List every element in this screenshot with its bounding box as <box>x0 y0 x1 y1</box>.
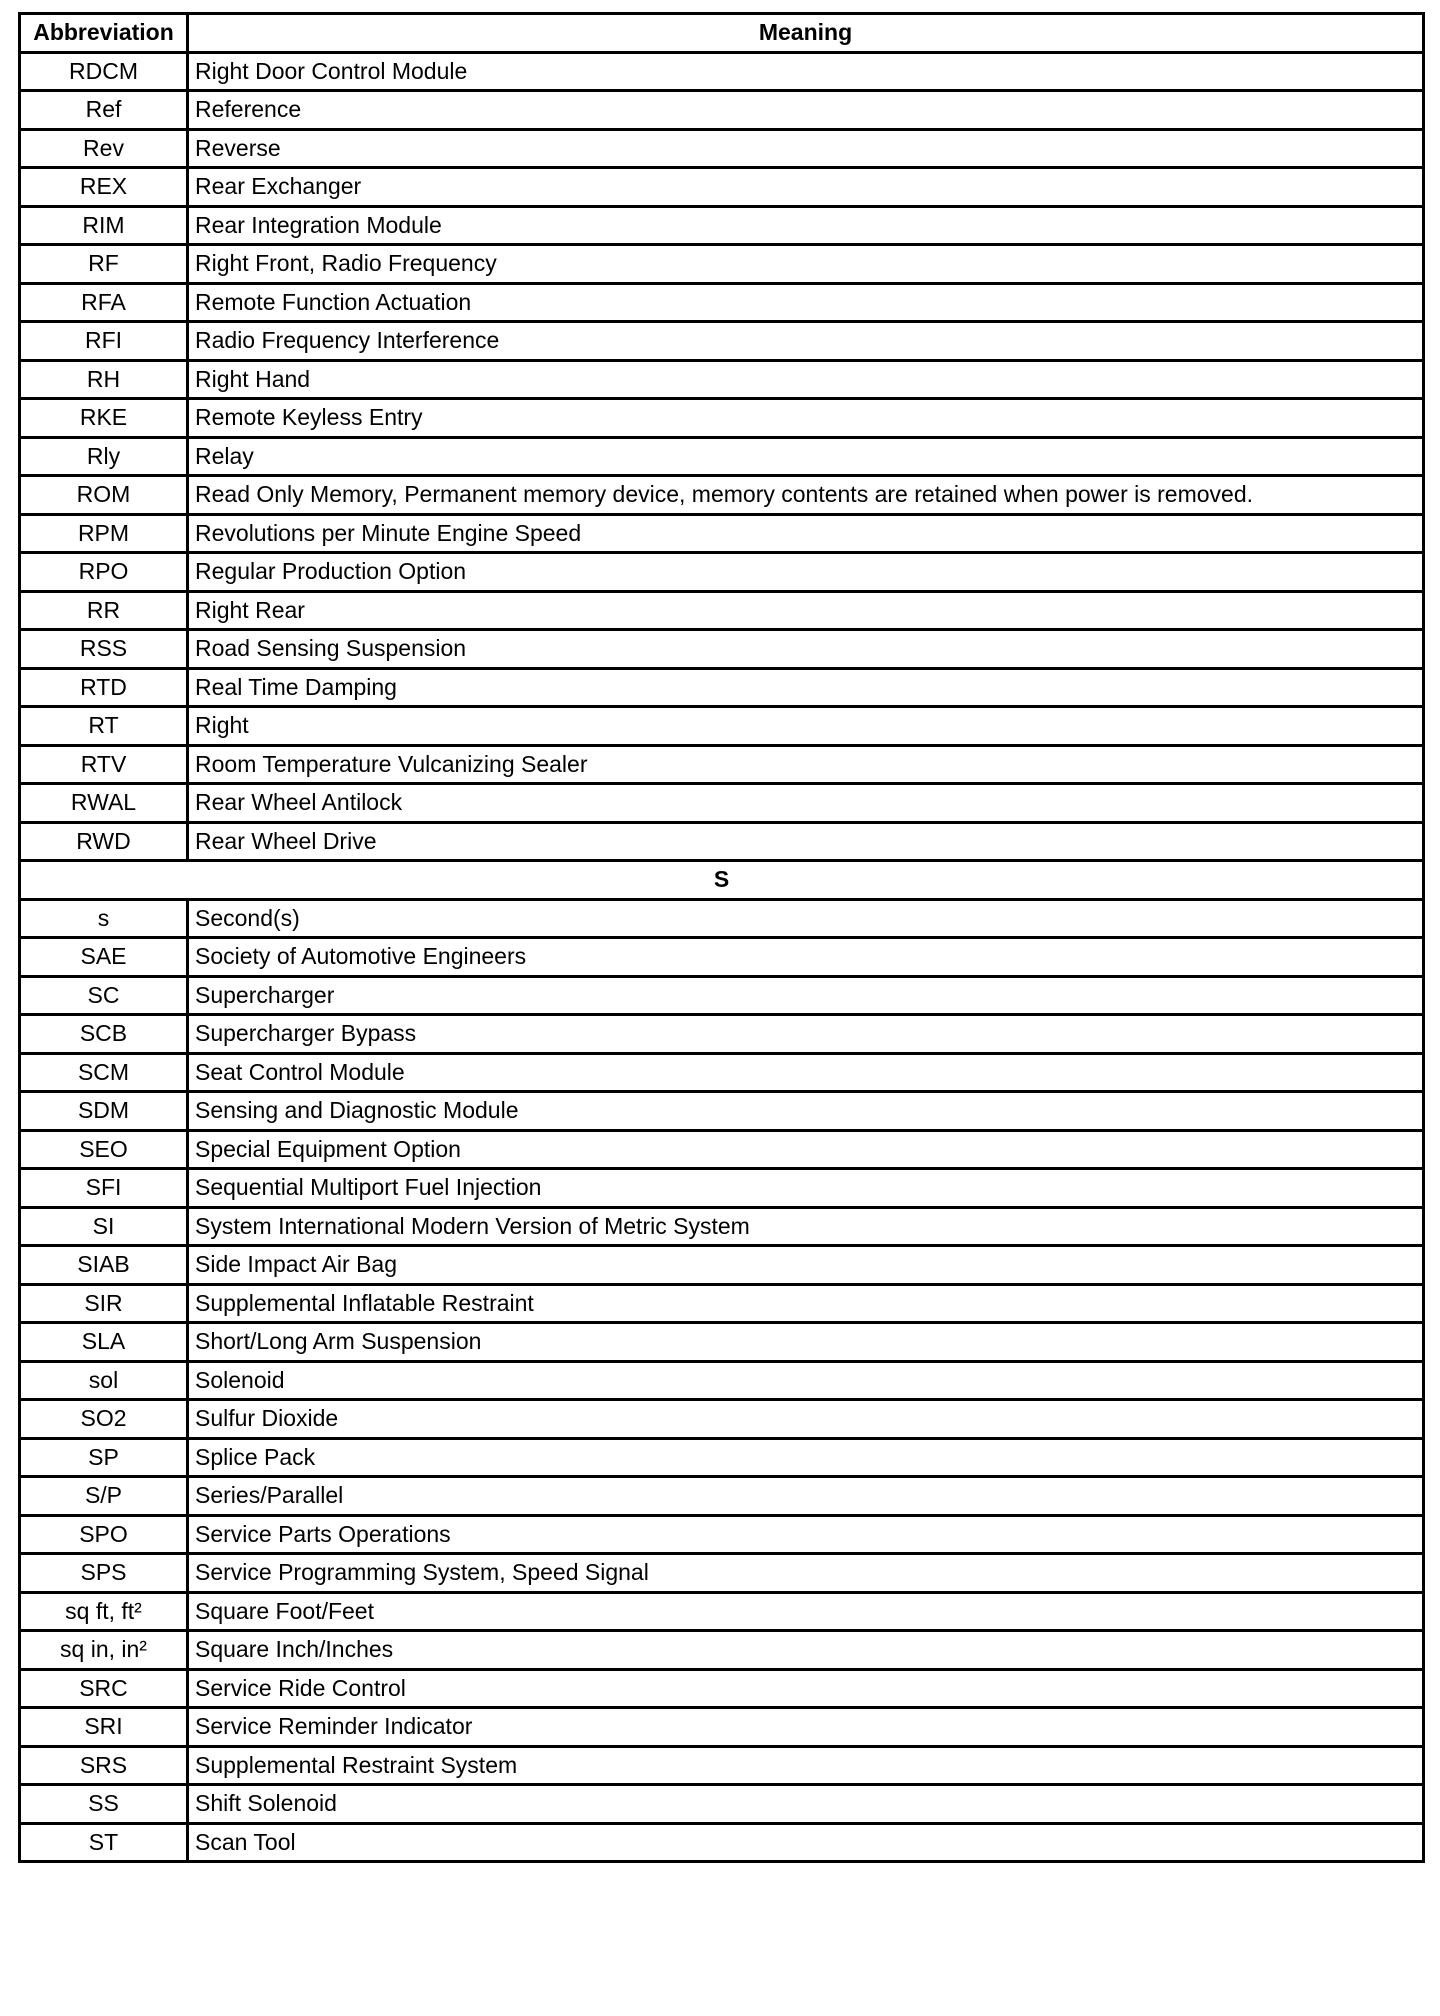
meaning-cell: Square Inch/Inches <box>188 1631 1424 1670</box>
abbreviation-cell: s <box>20 899 188 938</box>
table-row <box>20 283 1424 322</box>
abbreviation-cell: RFA <box>20 283 188 322</box>
table-row <box>20 1746 1424 1785</box>
abbreviation-cell: SC <box>20 976 188 1015</box>
table-row <box>20 437 1424 476</box>
section-row <box>20 861 1424 900</box>
abbreviation-cell: SPS <box>20 1554 188 1593</box>
meaning-cell: Seat Control Module <box>188 1053 1424 1092</box>
table-row <box>20 899 1424 938</box>
meaning-cell: Sequential Multiport Fuel Injection <box>188 1169 1424 1208</box>
meaning-cell: Supercharger Bypass <box>188 1015 1424 1054</box>
table-row <box>20 1669 1424 1708</box>
meaning-cell: Service Ride Control <box>188 1669 1424 1708</box>
meaning-cell: Second(s) <box>188 899 1424 938</box>
table-row <box>20 707 1424 746</box>
abbreviation-cell: SLA <box>20 1323 188 1362</box>
abbreviation-cell: RSS <box>20 630 188 669</box>
meaning-cell: Reverse <box>188 129 1424 168</box>
abbreviation-cell: S/P <box>20 1477 188 1516</box>
abbreviation-cell: SRC <box>20 1669 188 1708</box>
abbreviation-cell: SO2 <box>20 1400 188 1439</box>
table-row <box>20 1092 1424 1131</box>
table-header <box>20 14 1424 53</box>
table-row <box>20 938 1424 977</box>
table-row <box>20 1477 1424 1516</box>
abbreviation-cell: Rly <box>20 437 188 476</box>
abbreviation-cell: RWD <box>20 822 188 861</box>
abbreviation-cell: ROM <box>20 476 188 515</box>
abbreviation-cell: RIM <box>20 206 188 245</box>
meaning-cell: Remote Function Actuation <box>188 283 1424 322</box>
meaning-cell: Society of Automotive Engineers <box>188 938 1424 977</box>
abbreviation-cell: RTD <box>20 668 188 707</box>
meaning-cell: Room Temperature Vulcanizing Sealer <box>188 745 1424 784</box>
table-row <box>20 1130 1424 1169</box>
abbreviation-cell: RPM <box>20 514 188 553</box>
meaning-cell: Square Foot/Feet <box>188 1592 1424 1631</box>
abbreviation-cell: RWAL <box>20 784 188 823</box>
abbreviation-cell: SPO <box>20 1515 188 1554</box>
table-row <box>20 399 1424 438</box>
section-heading: S <box>20 861 1424 900</box>
abbreviation-cell: Rev <box>20 129 188 168</box>
meaning-cell: Supercharger <box>188 976 1424 1015</box>
table-row <box>20 1015 1424 1054</box>
table-row <box>20 591 1424 630</box>
table-row <box>20 245 1424 284</box>
abbreviation-cell: RFI <box>20 322 188 361</box>
abbreviation-cell: sq in, in² <box>20 1631 188 1670</box>
meaning-cell: Series/Parallel <box>188 1477 1424 1516</box>
header-row <box>20 14 1424 53</box>
meaning-cell: Short/Long Arm Suspension <box>188 1323 1424 1362</box>
table-row <box>20 360 1424 399</box>
table-row <box>20 668 1424 707</box>
meaning-cell: Scan Tool <box>188 1823 1424 1862</box>
table-body <box>20 52 1424 1862</box>
table-row <box>20 976 1424 1015</box>
meaning-cell: Solenoid <box>188 1361 1424 1400</box>
abbreviation-cell: RR <box>20 591 188 630</box>
abbreviation-cell: SP <box>20 1438 188 1477</box>
meaning-cell: Service Parts Operations <box>188 1515 1424 1554</box>
abbreviation-cell: RTV <box>20 745 188 784</box>
abbreviation-cell: RPO <box>20 553 188 592</box>
table-row <box>20 745 1424 784</box>
table-row <box>20 1708 1424 1747</box>
table-row <box>20 1823 1424 1862</box>
abbreviation-cell: sol <box>20 1361 188 1400</box>
meaning-cell: Service Programming System, Speed Signal <box>188 1554 1424 1593</box>
table-row <box>20 1554 1424 1593</box>
meaning-cell: Revolutions per Minute Engine Speed <box>188 514 1424 553</box>
table-row <box>20 1053 1424 1092</box>
abbreviation-cell: sq ft, ft² <box>20 1592 188 1631</box>
table-row <box>20 630 1424 669</box>
meaning-cell: Rear Wheel Drive <box>188 822 1424 861</box>
table-row <box>20 1207 1424 1246</box>
table-row <box>20 1592 1424 1631</box>
table-row <box>20 1515 1424 1554</box>
abbreviation-cell: SI <box>20 1207 188 1246</box>
meaning-cell: Splice Pack <box>188 1438 1424 1477</box>
abbreviation-cell: Ref <box>20 91 188 130</box>
table-row <box>20 206 1424 245</box>
table-row <box>20 822 1424 861</box>
meaning-cell: Reference <box>188 91 1424 130</box>
abbreviation-cell: SCM <box>20 1053 188 1092</box>
abbreviation-cell: REX <box>20 168 188 207</box>
table-row <box>20 1631 1424 1670</box>
meaning-cell: Special Equipment Option <box>188 1130 1424 1169</box>
meaning-cell: Supplemental Inflatable Restraint <box>188 1284 1424 1323</box>
abbreviation-cell: RF <box>20 245 188 284</box>
table-row <box>20 168 1424 207</box>
meaning-cell: Rear Wheel Antilock <box>188 784 1424 823</box>
meaning-cell: Right Door Control Module <box>188 52 1424 91</box>
table-row <box>20 784 1424 823</box>
abbreviation-table <box>18 12 1425 1863</box>
abbreviation-cell: ST <box>20 1823 188 1862</box>
table-row <box>20 322 1424 361</box>
table-row <box>20 1284 1424 1323</box>
table-row <box>20 553 1424 592</box>
table-row <box>20 514 1424 553</box>
abbreviation-cell: SEO <box>20 1130 188 1169</box>
meaning-cell: Service Reminder Indicator <box>188 1708 1424 1747</box>
abbreviation-cell: RT <box>20 707 188 746</box>
abbreviation-cell: SS <box>20 1785 188 1824</box>
meaning-cell: Real Time Damping <box>188 668 1424 707</box>
meaning-cell: Rear Integration Module <box>188 206 1424 245</box>
abbreviation-cell: SRS <box>20 1746 188 1785</box>
abbreviation-cell: SAE <box>20 938 188 977</box>
meaning-cell: Supplemental Restraint System <box>188 1746 1424 1785</box>
meaning-cell: Sulfur Dioxide <box>188 1400 1424 1439</box>
meaning-cell: Side Impact Air Bag <box>188 1246 1424 1285</box>
abbreviation-cell: RDCM <box>20 52 188 91</box>
meaning-cell: Remote Keyless Entry <box>188 399 1424 438</box>
table-row <box>20 1361 1424 1400</box>
header-abbreviation: Abbreviation <box>20 14 188 53</box>
meaning-cell: Right Rear <box>188 591 1424 630</box>
meaning-cell: Right Hand <box>188 360 1424 399</box>
meaning-cell: System International Modern Version of Metric System <box>188 1207 1424 1246</box>
meaning-cell: Relay <box>188 437 1424 476</box>
abbreviation-cell: RKE <box>20 399 188 438</box>
table-row <box>20 1438 1424 1477</box>
abbreviation-cell: RH <box>20 360 188 399</box>
table-row <box>20 1785 1424 1824</box>
meaning-cell: Radio Frequency Interference <box>188 322 1424 361</box>
abbreviation-cell: SIR <box>20 1284 188 1323</box>
table-row <box>20 91 1424 130</box>
meaning-cell: Right <box>188 707 1424 746</box>
abbreviation-cell: SIAB <box>20 1246 188 1285</box>
abbreviation-cell: SCB <box>20 1015 188 1054</box>
table-row <box>20 52 1424 91</box>
meaning-cell: Read Only Memory, Permanent memory device, memory contents are retained when power is removed. <box>188 476 1424 515</box>
table-row <box>20 1169 1424 1208</box>
meaning-cell: Right Front, Radio Frequency <box>188 245 1424 284</box>
table-row <box>20 1246 1424 1285</box>
header-meaning: Meaning <box>188 14 1424 53</box>
meaning-cell: Shift Solenoid <box>188 1785 1424 1824</box>
meaning-cell: Rear Exchanger <box>188 168 1424 207</box>
table-row <box>20 476 1424 515</box>
table-row <box>20 1400 1424 1439</box>
meaning-cell: Regular Production Option <box>188 553 1424 592</box>
meaning-cell: Sensing and Diagnostic Module <box>188 1092 1424 1131</box>
table-row <box>20 1323 1424 1362</box>
table-row <box>20 129 1424 168</box>
abbreviation-cell: SFI <box>20 1169 188 1208</box>
meaning-cell: Road Sensing Suspension <box>188 630 1424 669</box>
abbreviation-cell: SRI <box>20 1708 188 1747</box>
abbreviation-cell: SDM <box>20 1092 188 1131</box>
